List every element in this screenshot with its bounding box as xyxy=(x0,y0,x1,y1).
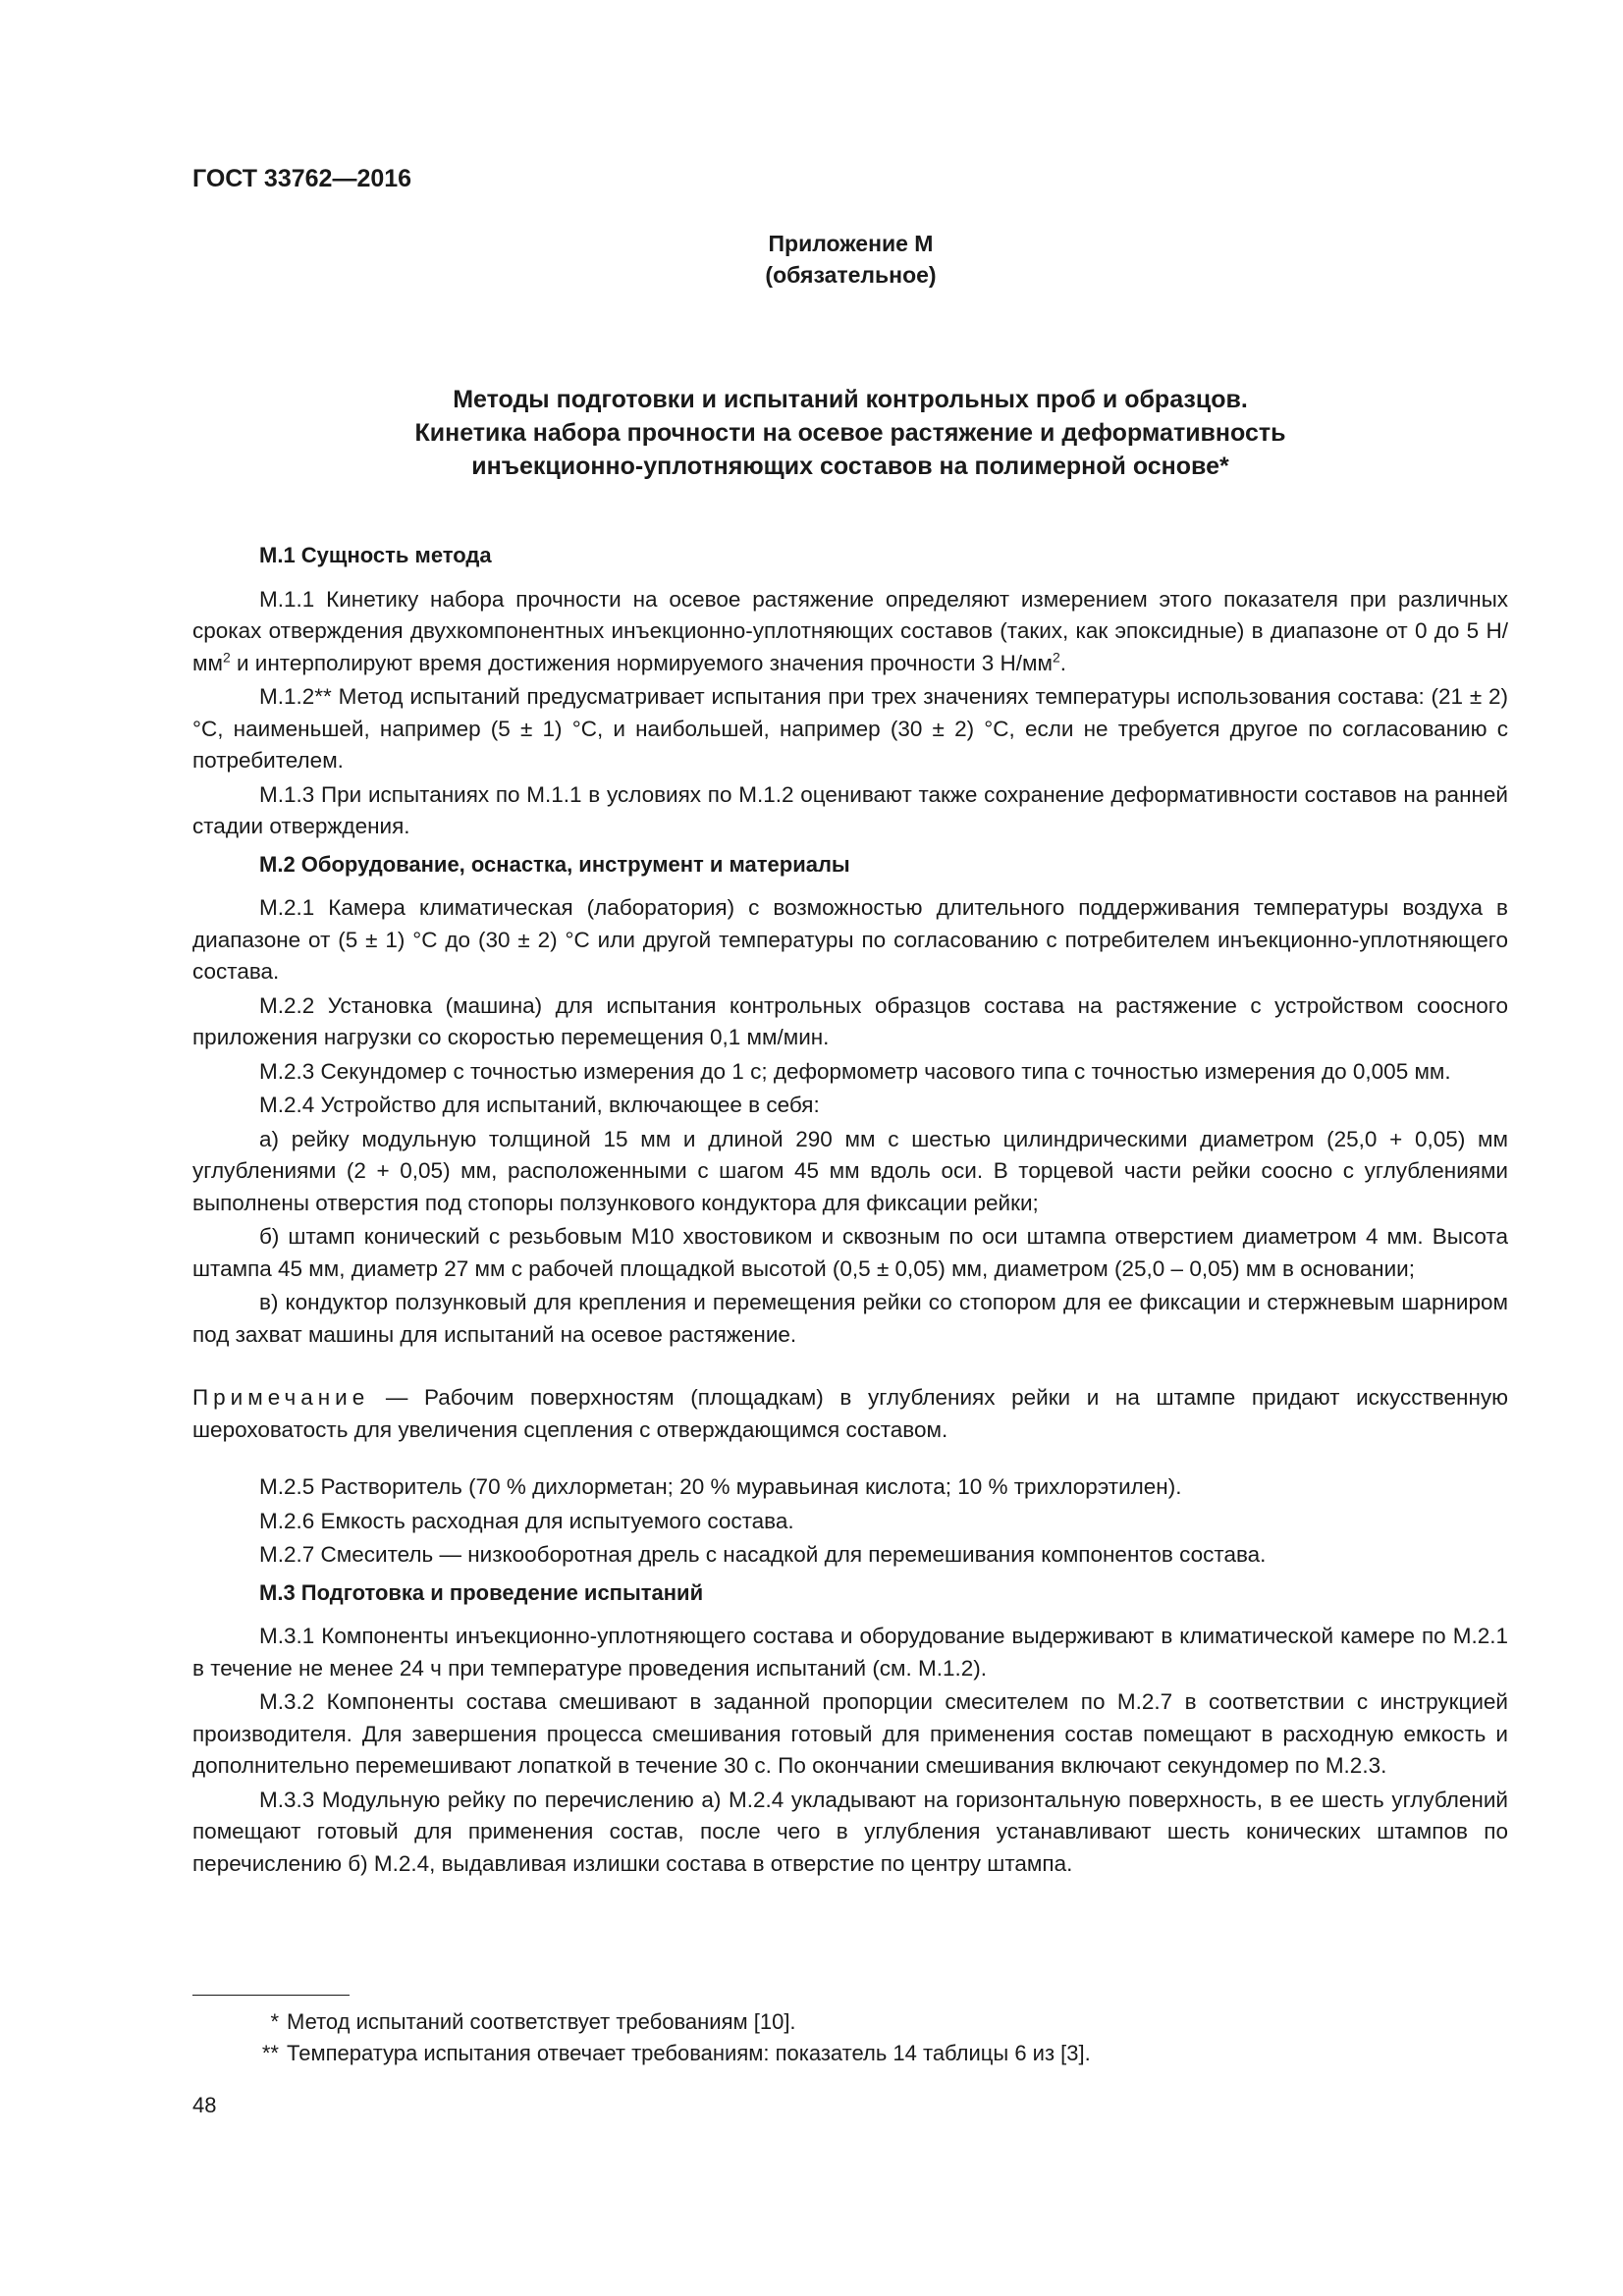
paragraph-m1-1 xyxy=(192,584,1508,680)
list-item-m2-4-c: в) кондуктор ползунковый для крепления и перемещения рейки со стопором для ее фиксации и стержневым шарниром под захват машины для испытаний на осевое растяжение. xyxy=(192,1290,1508,1347)
paragraph-m2-7: М.2.7 Смеситель — низкооборотная дрель с насадкой для перемешивания компонентов состава. xyxy=(259,1542,1267,1567)
list-item-m2-4-b: б) штамп конический с резьбовым М10 хвостовиком и сквозным по оси штампа отверстием диаметром 4 мм. Высота штампа 45 мм, диаметр 27 мм с рабочей площадкой высотой (0,5 ± 0,05) мм, диаметром (25,0 – 0,05) мм в основании; xyxy=(192,1224,1508,1281)
paragraph-m2-3: М.2.3 Секундомер с точностью измерения до 1 с; деформометр часового типа с точностью измерения до 0,005 мм. xyxy=(259,1058,1451,1084)
footnote-text: Метод испытаний соответствует требованиям [10]. xyxy=(287,2009,796,2034)
paragraph-m1-1-part-b: и интерполируют время достижения нормируемого значения прочности 3 Н/мм xyxy=(230,650,1053,675)
paragraph-m2-2: М.2.2 Установка (машина) для испытания контрольных образцов состава на растяжение с устройством соосного приложения нагрузки со скоростью перемещения 0,1 мм/мин. xyxy=(192,992,1508,1049)
footnote xyxy=(192,2006,1508,2038)
appendix-status: (обязательное) xyxy=(765,262,937,288)
title-line-1: Методы подготовки и испытаний контрольных проб и образцов. xyxy=(453,386,1248,413)
document-body xyxy=(192,532,1508,1882)
paragraph-m2-5: М.2.5 Растворитель (70 % дихлорметан; 20 % муравьиная кислота; 10 % трихлорэтилен). xyxy=(259,1474,1182,1499)
title-line-3: инъекционно-уплотняющих составов на полимерной основе* xyxy=(471,453,1229,480)
paragraph-m2-1: М.2.1 Камера климатическая (лаборатория) с возможностью длительного поддерживания температуры воздуха в диапазоне от (5 ± 1) °С до (30 ± 2) °С или другой температуры по согласованию с потребителем инъекционно-уплотняющего состава. xyxy=(192,895,1508,984)
document-code: ГОСТ 33762—2016 xyxy=(192,165,412,192)
footnote-text: Температура испытания отвечает требованиям: показатель 14 таблицы 6 из [3]. xyxy=(287,2041,1091,2065)
paragraph-m1-2: М.1.2** Метод испытаний предусматривает испытания при трех значениях температуры использования состава: (21 ± 2) °С, наименьшей, например (5 ± 1) °С, и наибольшей, например (30 ± 2) °С, если не требуется другое по согласованию с потребителем. xyxy=(192,684,1508,773)
footnote xyxy=(192,2038,1508,2069)
paragraph-m3-3: М.3.3 Модульную рейку по перечислению а) М.2.4 укладывают на горизонтальную поверхность, в ее шесть углублений помещают готовый для применения состав, после чего в углубления устанавливают шесть конических штампов по перечислению б) М.2.4, выдавливая излишки состава в отверстие по центру штампа. xyxy=(192,1787,1508,1876)
paragraph-m2-4: М.2.4 Устройство для испытаний, включающее в себя: xyxy=(259,1093,820,1117)
list-item-m2-4-a: а) рейку модульную толщиной 15 мм и длиной 290 мм с шестью цилиндрическими диаметром (25,0 + 0,05) мм углублениями (2 + 0,05) мм, расположенными с шагом 45 мм вдоль оси. В торцевой части рейки соосно с углублениями выполнены отверстия под стопоры ползункового кондуктора для фиксации рейки; xyxy=(192,1126,1508,1215)
paragraph-m1-3: М.1.3 При испытаниях по М.1.1 в условиях по М.1.2 оценивают также сохранение деформативности составов на ранней стадии отверждения. xyxy=(192,781,1508,838)
paragraph-m2-6: М.2.6 Емкость расходная для испытуемого состава. xyxy=(259,1508,794,1533)
paragraph-m3-1: М.3.1 Компоненты инъекционно-уплотняющего состава и оборудование выдерживают в климатической камере по М.2.1 в течение не менее 24 ч при температуре проведения испытаний (см. М.1.2). xyxy=(192,1624,1508,1681)
appendix-title xyxy=(192,383,1508,483)
appendix-heading xyxy=(0,228,1623,291)
section-heading-m3: М.3 Подготовка и проведение испытаний xyxy=(259,1579,704,1605)
footnote-mark: ** xyxy=(261,2041,279,2065)
paragraph-m3-2: М.3.2 Компоненты состава смешивают в заданной пропорции смесителем по М.2.7 в соответствии с инструкцией производителя. Для завершения процесса смешивания готовый для применения состав помещают в расходную емкость и дополнительно перемешивают лопаткой в течение 30 с. По окончании смешивания включают секундомер по М.2.3. xyxy=(192,1689,1508,1778)
note-text: — Рабочим поверхностям (площадкам) в углублениях рейки и на штампе придают искусственную шероховатость для увеличения сцепления с отверждающимся составом. xyxy=(192,1385,1508,1442)
page-number: 48 xyxy=(192,2093,217,2117)
paragraph-m1-1-part-c: . xyxy=(1059,650,1067,675)
appendix-label: Приложение М xyxy=(768,231,934,256)
paragraph-m1-1-part-a: М.1.1 Кинетику набора прочности на осевое растяжение определяют измерением этого показателя при различных сроках отверждения двухкомпонентных инъекционно-уплотняющих составов (таких, как эпоксидные) в диапазоне от 0 до 5 Н/мм xyxy=(192,586,1508,675)
section-heading-m2: М.2 Оборудование, оснастка, инструмент и материалы xyxy=(259,851,850,877)
footnotes xyxy=(192,2006,1508,2069)
note-label: Примечание xyxy=(192,1385,370,1410)
superscript: 2 xyxy=(1052,649,1060,665)
section-heading-m1: М.1 Сущность метода xyxy=(259,543,492,567)
footnote-divider xyxy=(192,1995,350,1996)
note xyxy=(192,1382,1508,1446)
footnote-mark: * xyxy=(270,2009,279,2034)
title-line-2: Кинетика набора прочности на осевое растяжение и деформативность xyxy=(414,419,1286,447)
superscript: 2 xyxy=(222,649,231,665)
